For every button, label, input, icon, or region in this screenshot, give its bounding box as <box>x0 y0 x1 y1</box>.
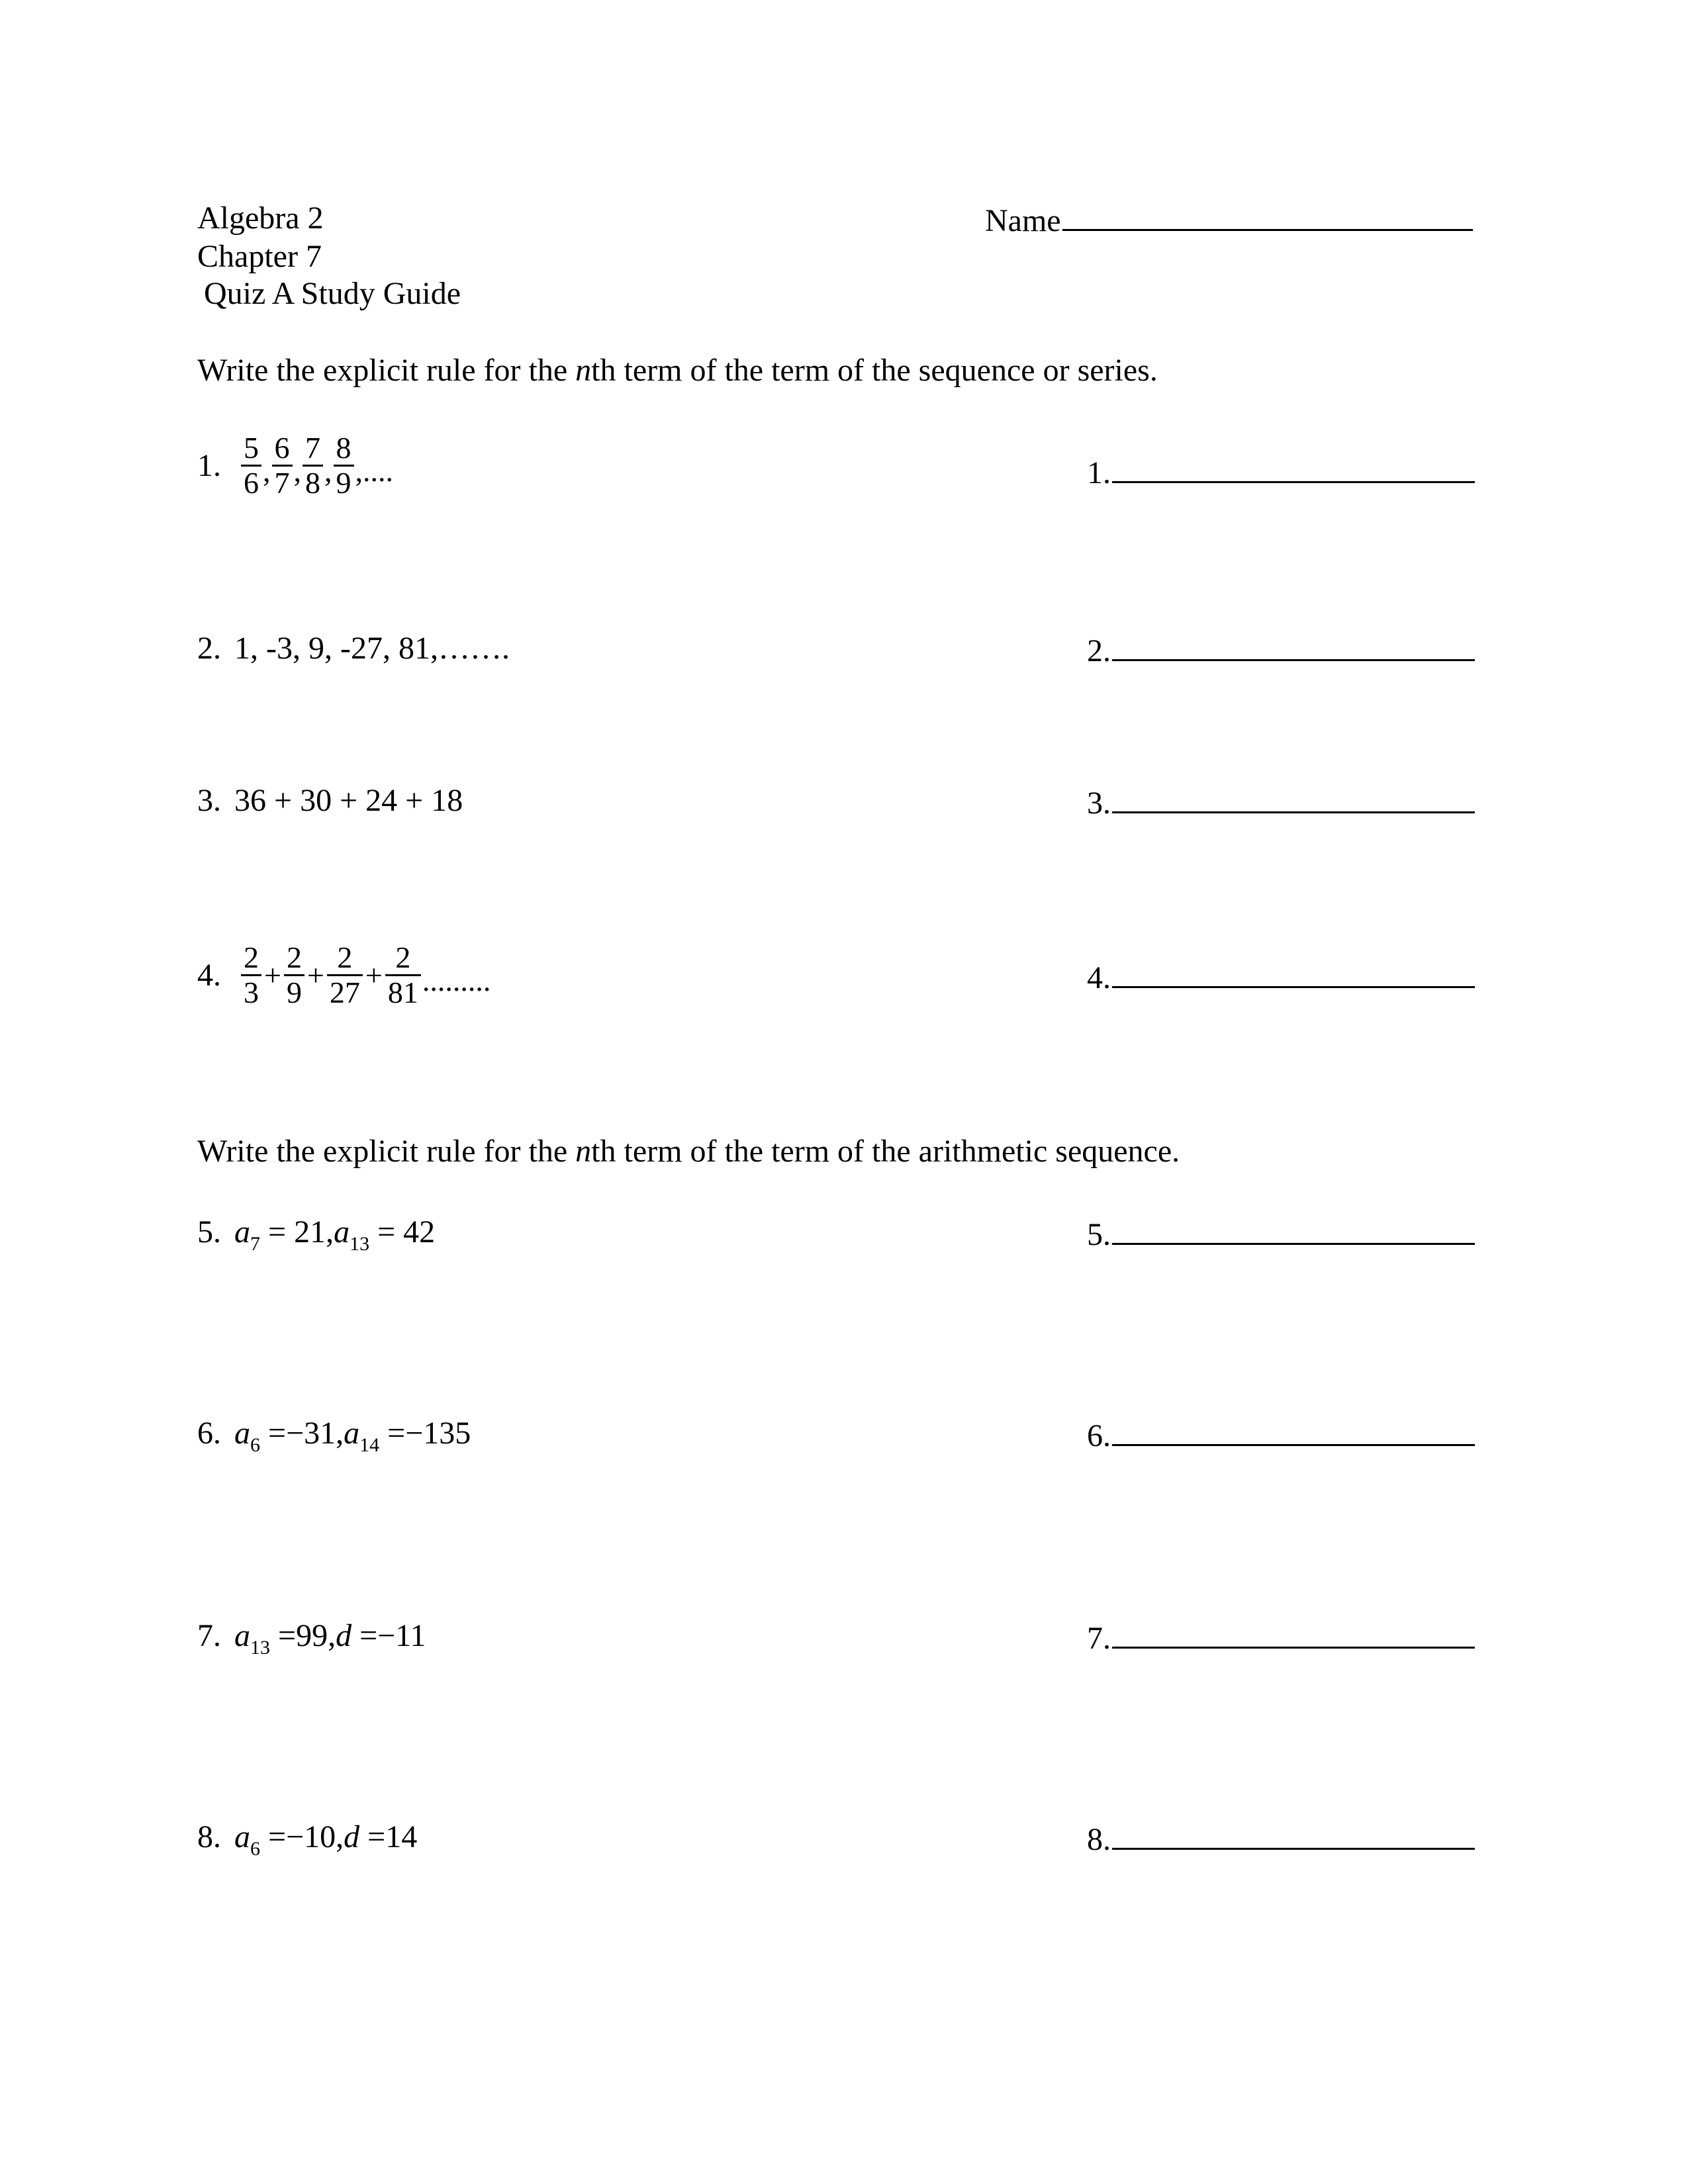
section1-instruction-n: n <box>575 353 592 388</box>
name-blank-line[interactable] <box>1062 200 1473 231</box>
equation-part: =−135 <box>379 1416 471 1451</box>
section2-instruction-pre: Write the explicit rule for the <box>197 1134 576 1169</box>
numerator: 2 <box>244 940 259 974</box>
problem-8 <box>197 1819 417 1868</box>
fraction <box>334 432 354 500</box>
answer-blank-line[interactable] <box>1112 630 1475 661</box>
problem-5-label: 5. <box>197 1214 221 1250</box>
problem-6-label: 6. <box>197 1416 221 1451</box>
numerator: 7 <box>305 431 320 465</box>
variable-a: a <box>234 1416 250 1451</box>
section1-instruction <box>197 352 1158 389</box>
problem-6 <box>197 1415 471 1464</box>
answer-label: 6. <box>1087 1418 1111 1453</box>
numerator: 8 <box>336 431 352 465</box>
problem-3 <box>197 782 463 819</box>
equation-part: = 42 <box>369 1214 436 1250</box>
problem-8-label: 8. <box>197 1819 221 1854</box>
section2-instruction-n: n <box>575 1134 592 1169</box>
plus-sign: + <box>306 958 324 992</box>
numerator: 2 <box>286 940 302 974</box>
denominator: 81 <box>387 976 418 1009</box>
equation-part: =−10, <box>260 1819 344 1854</box>
quiz-title: Quiz A Study Guide <box>204 276 461 311</box>
denominator: 3 <box>244 976 259 1009</box>
comma: , <box>324 454 332 488</box>
variable-a: a <box>334 1214 350 1250</box>
equation-part: = 21, <box>260 1214 334 1250</box>
section1-instruction-post: th term of the term of the sequence or series. <box>591 353 1158 388</box>
answer-slot-8 <box>1087 1819 1475 1858</box>
answer-blank-line[interactable] <box>1112 957 1475 988</box>
answer-slot-4 <box>1087 957 1475 997</box>
problem-1-label: 1. <box>197 448 221 483</box>
section1-instruction-pre: Write the explicit rule for the <box>197 353 576 388</box>
fraction <box>284 941 305 1009</box>
variable-a: a <box>234 1819 250 1854</box>
answer-slot-7 <box>1087 1617 1475 1657</box>
answer-label: 8. <box>1087 1822 1111 1857</box>
equation-part: =14 <box>359 1819 418 1854</box>
problem-4-label: 4. <box>197 958 221 993</box>
problem-4 <box>197 941 491 1009</box>
answer-slot-2 <box>1087 630 1475 670</box>
answer-blank-line[interactable] <box>1112 1819 1475 1850</box>
problem-7-label: 7. <box>197 1618 221 1653</box>
denominator: 9 <box>336 466 352 500</box>
numerator: 2 <box>337 940 353 974</box>
answer-blank-line[interactable] <box>1112 1617 1475 1649</box>
problem-3-text: 36 + 30 + 24 + 18 <box>234 783 463 818</box>
plus-sign: + <box>365 958 383 992</box>
variable-a: a <box>234 1214 250 1250</box>
subscript: 7 <box>250 1233 260 1255</box>
answer-label: 3. <box>1087 786 1111 821</box>
comma: , <box>293 454 301 488</box>
problem-4-tail: ......... <box>422 964 491 997</box>
denominator: 9 <box>286 976 302 1009</box>
problem-2-label: 2. <box>197 631 221 666</box>
equation-part: =−31, <box>260 1416 344 1451</box>
denominator: 27 <box>329 976 360 1009</box>
fraction <box>241 432 261 500</box>
answer-blank-line[interactable] <box>1112 1415 1475 1446</box>
answer-label: 2. <box>1087 633 1111 668</box>
problem-2 <box>197 630 510 667</box>
chapter-title: Chapter 7 <box>197 239 322 274</box>
numerator: 5 <box>244 431 259 465</box>
answer-label: 7. <box>1087 1621 1111 1656</box>
answer-slot-6 <box>1087 1415 1475 1455</box>
equation-part: =−11 <box>352 1618 426 1653</box>
variable-d: d <box>336 1618 352 1653</box>
fraction <box>385 941 421 1009</box>
variable-d: d <box>344 1819 360 1854</box>
variable-a: a <box>344 1416 360 1451</box>
denominator: 7 <box>274 466 290 500</box>
course-title: Algebra 2 <box>197 201 324 236</box>
problem-5 <box>197 1214 435 1263</box>
subscript: 6 <box>250 1434 260 1456</box>
problem-1-tail: ,.... <box>355 454 393 488</box>
plus-sign: + <box>264 958 281 992</box>
answer-blank-line[interactable] <box>1112 452 1475 483</box>
problem-3-label: 3. <box>197 783 221 818</box>
answer-slot-1 <box>1087 452 1475 492</box>
denominator: 8 <box>305 466 320 500</box>
variable-a: a <box>234 1618 250 1653</box>
problem-2-text: 1, -3, 9, -27, 81,……. <box>234 631 510 666</box>
answer-label: 1. <box>1087 455 1111 490</box>
numerator: 6 <box>274 431 290 465</box>
problem-1 <box>197 432 393 500</box>
numerator: 2 <box>395 940 411 974</box>
problem-7 <box>197 1617 426 1666</box>
comma: , <box>263 454 271 488</box>
name-field <box>985 200 1473 240</box>
subscript: 14 <box>359 1434 380 1456</box>
answer-blank-line[interactable] <box>1112 1214 1475 1245</box>
denominator: 6 <box>244 466 259 500</box>
section2-instruction <box>197 1133 1180 1170</box>
subscript: 13 <box>250 1637 270 1659</box>
answer-label: 5. <box>1087 1217 1111 1252</box>
name-label: Name <box>985 203 1061 238</box>
fraction <box>327 941 363 1009</box>
answer-slot-3 <box>1087 782 1475 822</box>
subscript: 6 <box>250 1838 260 1860</box>
subscript: 13 <box>350 1233 370 1255</box>
fraction <box>303 432 323 500</box>
fraction <box>272 432 293 500</box>
section2-instruction-post: th term of the term of the arithmetic sequence. <box>591 1134 1180 1169</box>
equation-part: =99, <box>270 1618 336 1653</box>
answer-slot-5 <box>1087 1214 1475 1253</box>
answer-label: 4. <box>1087 960 1111 995</box>
answer-blank-line[interactable] <box>1112 782 1475 813</box>
fraction <box>241 941 261 1009</box>
